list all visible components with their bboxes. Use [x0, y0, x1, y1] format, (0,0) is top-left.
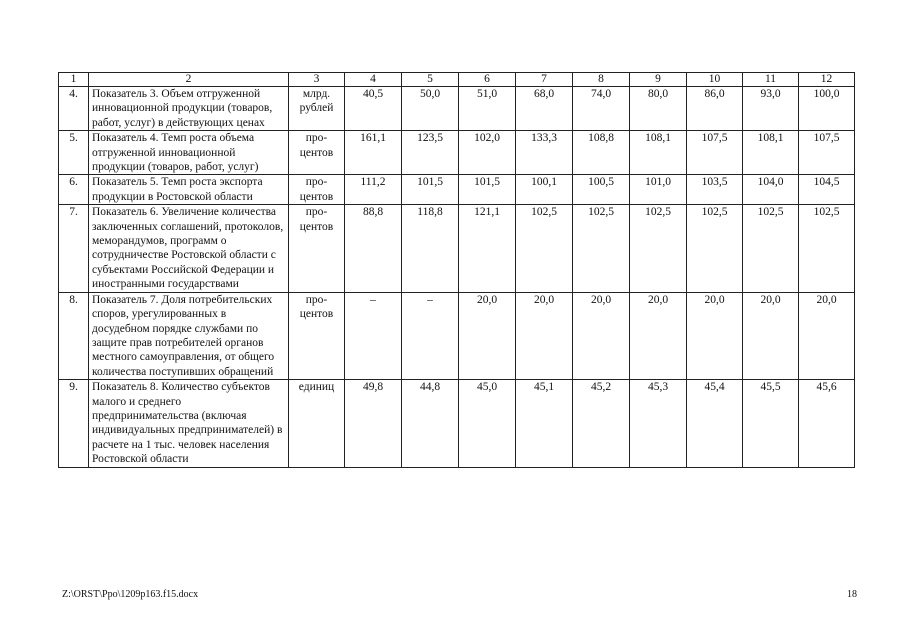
indicator-name: Показатель 4. Темп роста объема отгруженной инновационной продукции (товаров, работ, услуг): [89, 131, 289, 175]
indicator-value: 102,5: [743, 205, 799, 292]
indicator-value: 20,0: [687, 292, 743, 379]
indicator-value: 123,5: [402, 131, 459, 175]
table-row: [59, 380, 855, 467]
indicator-value: 100,5: [573, 175, 630, 205]
indicator-value: 108,8: [573, 131, 630, 175]
indicator-name: Показатель 3. Объем отгруженной инновационной продукции (товаров, работ, услуг) в действующих ценах: [89, 87, 289, 131]
column-number: 5: [402, 73, 459, 87]
row-number: 5.: [59, 131, 89, 175]
row-number: 8.: [59, 292, 89, 379]
indicator-name: Показатель 7. Доля потребительских споров, урегулированных в досудебном порядке службами по защите прав потребителей органов местного самоуправления, от общего количества поступивших обращений: [89, 292, 289, 379]
indicator-value: 74,0: [573, 87, 630, 131]
indicator-value: 118,8: [402, 205, 459, 292]
indicator-value: 103,5: [687, 175, 743, 205]
indicator-value: 20,0: [799, 292, 855, 379]
indicator-value: 45,5: [743, 380, 799, 467]
indicator-value: 20,0: [573, 292, 630, 379]
indicator-value: 108,1: [743, 131, 799, 175]
indicator-value: 20,0: [630, 292, 687, 379]
indicator-value: –: [345, 292, 402, 379]
indicator-value: 111,2: [345, 175, 402, 205]
indicator-value: 93,0: [743, 87, 799, 131]
indicator-value: 80,0: [630, 87, 687, 131]
indicator-value: 45,0: [459, 380, 516, 467]
indicator-value: 20,0: [459, 292, 516, 379]
table-header-row: [59, 73, 855, 87]
indicator-value: 102,5: [687, 205, 743, 292]
indicator-value: 50,0: [402, 87, 459, 131]
indicator-value: 101,5: [402, 175, 459, 205]
indicator-value: 49,8: [345, 380, 402, 467]
table-row: [59, 292, 855, 379]
indicator-name: Показатель 6. Увеличение количества заключенных соглашений, протоколов, меморандумов, программ о сотрудничестве Ростовской области с субъектами Российской Федерации и иностранными государствами: [89, 205, 289, 292]
indicator-value: 100,1: [516, 175, 573, 205]
indicator-value: 102,5: [630, 205, 687, 292]
indicator-value: 45,1: [516, 380, 573, 467]
column-number: 3: [289, 73, 345, 87]
row-number: 7.: [59, 205, 89, 292]
row-number: 9.: [59, 380, 89, 467]
column-number: 4: [345, 73, 402, 87]
indicator-value: 44,8: [402, 380, 459, 467]
indicator-value: 45,4: [687, 380, 743, 467]
indicators-table: [58, 72, 855, 468]
indicator-value: 102,5: [516, 205, 573, 292]
indicator-value: 45,6: [799, 380, 855, 467]
indicator-value: 45,2: [573, 380, 630, 467]
indicator-value: 40,5: [345, 87, 402, 131]
column-number: 12: [799, 73, 855, 87]
indicator-value: 100,0: [799, 87, 855, 131]
unit-of-measure: млрд. рублей: [289, 87, 345, 131]
indicator-value: 20,0: [743, 292, 799, 379]
unit-of-measure: про-центов: [289, 205, 345, 292]
unit-of-measure: единиц: [289, 380, 345, 467]
indicator-value: 86,0: [687, 87, 743, 131]
column-number: 9: [630, 73, 687, 87]
unit-of-measure: про-центов: [289, 175, 345, 205]
table-row: [59, 87, 855, 131]
indicator-value: 101,5: [459, 175, 516, 205]
table-row: [59, 175, 855, 205]
indicator-name: Показатель 8. Количество субъектов малого и среднего предпринимательства (включая индивидуальных предпринимателей) в расчете на 1 тыс. человек населения Ростовской области: [89, 380, 289, 467]
indicator-value: 102,5: [799, 205, 855, 292]
indicator-value: 107,5: [687, 131, 743, 175]
column-number: 8: [573, 73, 630, 87]
indicator-value: 108,1: [630, 131, 687, 175]
page-number: 18: [847, 589, 857, 600]
unit-of-measure: про-центов: [289, 131, 345, 175]
table-row: [59, 131, 855, 175]
column-number: 2: [89, 73, 289, 87]
document-file-path: Z:\ORST\Ppo\1209p163.f15.docx: [62, 589, 199, 600]
indicator-value: 133,3: [516, 131, 573, 175]
column-number: 7: [516, 73, 573, 87]
column-number: 10: [687, 73, 743, 87]
indicator-value: 45,3: [630, 380, 687, 467]
table-row: [59, 205, 855, 292]
indicator-value: 20,0: [516, 292, 573, 379]
indicator-value: 68,0: [516, 87, 573, 131]
indicator-value: 102,5: [573, 205, 630, 292]
column-number: 1: [59, 73, 89, 87]
indicator-value: 104,0: [743, 175, 799, 205]
indicator-value: –: [402, 292, 459, 379]
indicator-value: 102,0: [459, 131, 516, 175]
row-number: 6.: [59, 175, 89, 205]
unit-of-measure: про-центов: [289, 292, 345, 379]
indicator-value: 88,8: [345, 205, 402, 292]
indicator-name: Показатель 5. Темп роста экспорта продукции в Ростовской области: [89, 175, 289, 205]
indicator-value: 121,1: [459, 205, 516, 292]
indicator-value: 107,5: [799, 131, 855, 175]
row-number: 4.: [59, 87, 89, 131]
indicator-value: 51,0: [459, 87, 516, 131]
column-number: 11: [743, 73, 799, 87]
indicator-value: 161,1: [345, 131, 402, 175]
indicator-value: 101,0: [630, 175, 687, 205]
indicator-value: 104,5: [799, 175, 855, 205]
column-number: 6: [459, 73, 516, 87]
